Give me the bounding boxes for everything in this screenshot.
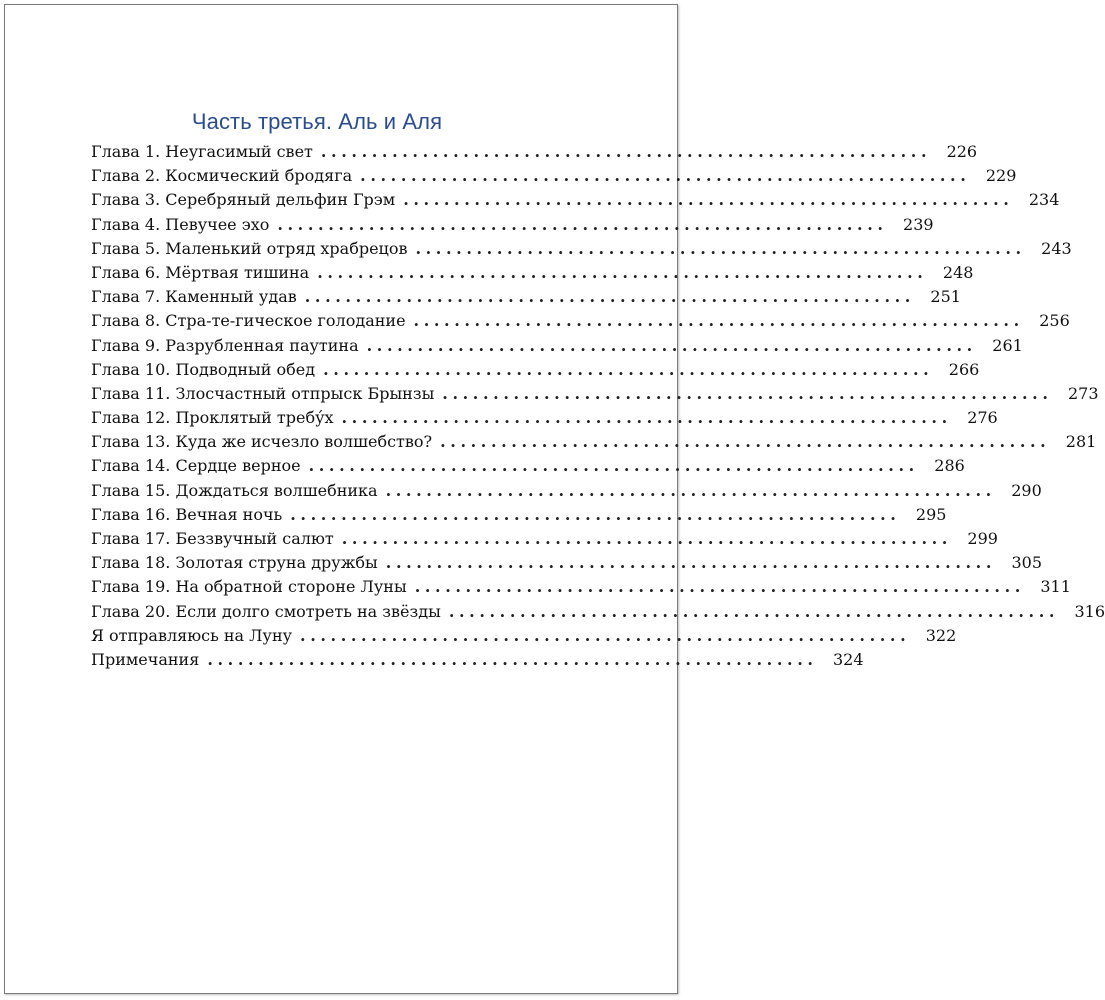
toc-entry-page-number: 295	[915, 504, 947, 524]
toc-entry	[91, 383, 1099, 408]
toc-entry	[91, 625, 957, 650]
toc-entry-title: Глава 5. Маленький отряд храбрецов	[91, 238, 408, 258]
toc-entry-title: Глава 1. Неугасимый свет	[91, 142, 313, 161]
toc-entry	[91, 408, 998, 432]
toc-dot-leader: ............................................................	[341, 529, 952, 548]
toc-dot-leader: ............................................................	[413, 311, 1024, 331]
toc-entry	[91, 238, 1072, 263]
toc-entry-page-number: 305	[1011, 553, 1042, 573]
toc-entry-page-number: 311	[1040, 577, 1071, 597]
toc-entry	[91, 190, 1060, 214]
toc-entry	[91, 649, 864, 674]
toc-dot-leader: ............................................................	[403, 190, 1014, 210]
toc-dot-leader: ............................................................	[366, 335, 977, 355]
toc-entry-title: Глава 10. Подводный обед	[91, 359, 316, 379]
toc-dot-leader: ............................................................	[448, 601, 1060, 621]
toc-entry-page-number: 243	[1041, 238, 1072, 258]
toc-entry-page-number: 256	[1039, 311, 1070, 331]
toc-entry	[91, 262, 974, 287]
toc-entry-title: Глава 12. Проклятый требу́х	[91, 408, 334, 428]
toc-entry-page-number: 234	[1028, 190, 1060, 210]
toc-entry-title: Глава 7. Каменный удав	[91, 287, 297, 307]
toc-entry-page-number: 316	[1074, 601, 1105, 621]
toc-entry-page-number: 322	[925, 625, 957, 645]
toc-entry-title: Глава 4. Певучее эхо	[91, 214, 270, 234]
toc-entry	[91, 287, 961, 311]
toc-entry	[91, 335, 1023, 360]
toc-entry-title: Глава 14. Сердце верное	[91, 456, 301, 476]
toc-entry-page-number: 273	[1067, 383, 1099, 403]
toc-entry-title: Примечания	[91, 649, 200, 669]
toc-entry-title: Глава 17. Беззвучный салют	[91, 529, 334, 548]
toc-entry-title: Глава 3. Серебряный дельфин Грэм	[91, 190, 396, 210]
toc-entry	[91, 553, 1042, 577]
toc-entry	[91, 456, 965, 480]
toc-entry	[91, 142, 978, 166]
toc-dot-leader: ............................................................	[341, 408, 952, 428]
toc-entry-title: Глава 11. Злосчастный отпрыск Брынзы	[91, 383, 435, 403]
toc-dot-leader: ............................................................	[308, 456, 919, 476]
toc-dot-leader: ............................................................	[300, 625, 911, 645]
toc-dot-leader: ............................................................	[323, 359, 934, 379]
toc-entry-page-number: 248	[942, 262, 974, 282]
toc-entry	[91, 214, 934, 239]
toc-entry-page-number: 266	[948, 359, 980, 379]
toc-entry-title: Глава 2. Космический бродяга	[91, 166, 353, 186]
toc-entry-title: Глава 9. Разрубленная паутина	[91, 335, 359, 355]
toc-dot-leader: ............................................................	[385, 480, 996, 500]
toc-entry	[91, 166, 1017, 190]
toc-dot-leader: ............................................................	[320, 142, 932, 161]
toc-entry-title: Я отправляюсь на Луну	[91, 625, 293, 645]
toc-dot-leader: ............................................................	[290, 504, 901, 524]
toc-entry-title: Глава 13. Куда же исчезло волшебство?	[91, 432, 433, 452]
toc-entry	[91, 529, 998, 553]
toc-entry-page-number: 229	[985, 166, 1017, 186]
table-of-contents	[91, 142, 1105, 674]
toc-entry-title: Глава 8. Стра-те-гическое голодание	[91, 311, 406, 331]
toc-entry	[91, 601, 1105, 626]
toc-entry	[91, 359, 980, 384]
toc-dot-leader: ............................................................	[317, 262, 928, 282]
toc-dot-leader: ............................................................	[385, 553, 996, 573]
toc-entry	[91, 432, 1097, 456]
toc-entry-title: Глава 18. Золотая струна дружбы	[91, 553, 378, 573]
toc-entry-page-number: 251	[930, 287, 961, 307]
toc-entry-title: Глава 6. Мёртвая тишина	[91, 262, 310, 282]
toc-entry	[91, 504, 947, 529]
toc-dot-leader: ............................................................	[360, 166, 971, 186]
toc-dot-leader: ............................................................	[304, 287, 915, 307]
toc-entry-title: Глава 20. Если долго смотреть на звёзды	[91, 601, 441, 621]
toc-entry-page-number: 290	[1011, 480, 1042, 500]
toc-dot-leader: ............................................................	[415, 238, 1026, 258]
toc-entry-page-number: 286	[934, 456, 965, 476]
toc-entry-page-number: 239	[903, 214, 934, 234]
toc-entry	[91, 577, 1071, 601]
toc-entry-page-number: 261	[992, 335, 1023, 355]
toc-dot-leader: ............................................................	[277, 214, 888, 234]
toc-entry	[91, 311, 1070, 335]
book-page	[4, 4, 1105, 994]
toc-entry-page-number: 226	[946, 142, 978, 161]
toc-entry-page-number: 299	[967, 529, 998, 548]
toc-dot-leader: ............................................................	[442, 383, 1053, 403]
toc-dot-leader: ............................................................	[440, 432, 1051, 452]
toc-dot-leader: ............................................................	[207, 649, 818, 669]
part-title: Часть третья. Аль и Аля	[191, 109, 443, 134]
toc-entry-page-number: 281	[1065, 432, 1097, 452]
toc-entry-page-number: 324	[832, 649, 864, 669]
toc-entry-title: Глава 16. Вечная ночь	[91, 504, 283, 524]
toc-dot-leader: ............................................................	[414, 577, 1025, 597]
toc-entry	[91, 480, 1042, 505]
toc-entry-title: Глава 19. На обратной стороне Луны	[91, 577, 407, 597]
toc-entry-title: Глава 15. Дождаться волшебника	[91, 480, 378, 500]
toc-entry-page-number: 276	[967, 408, 998, 428]
